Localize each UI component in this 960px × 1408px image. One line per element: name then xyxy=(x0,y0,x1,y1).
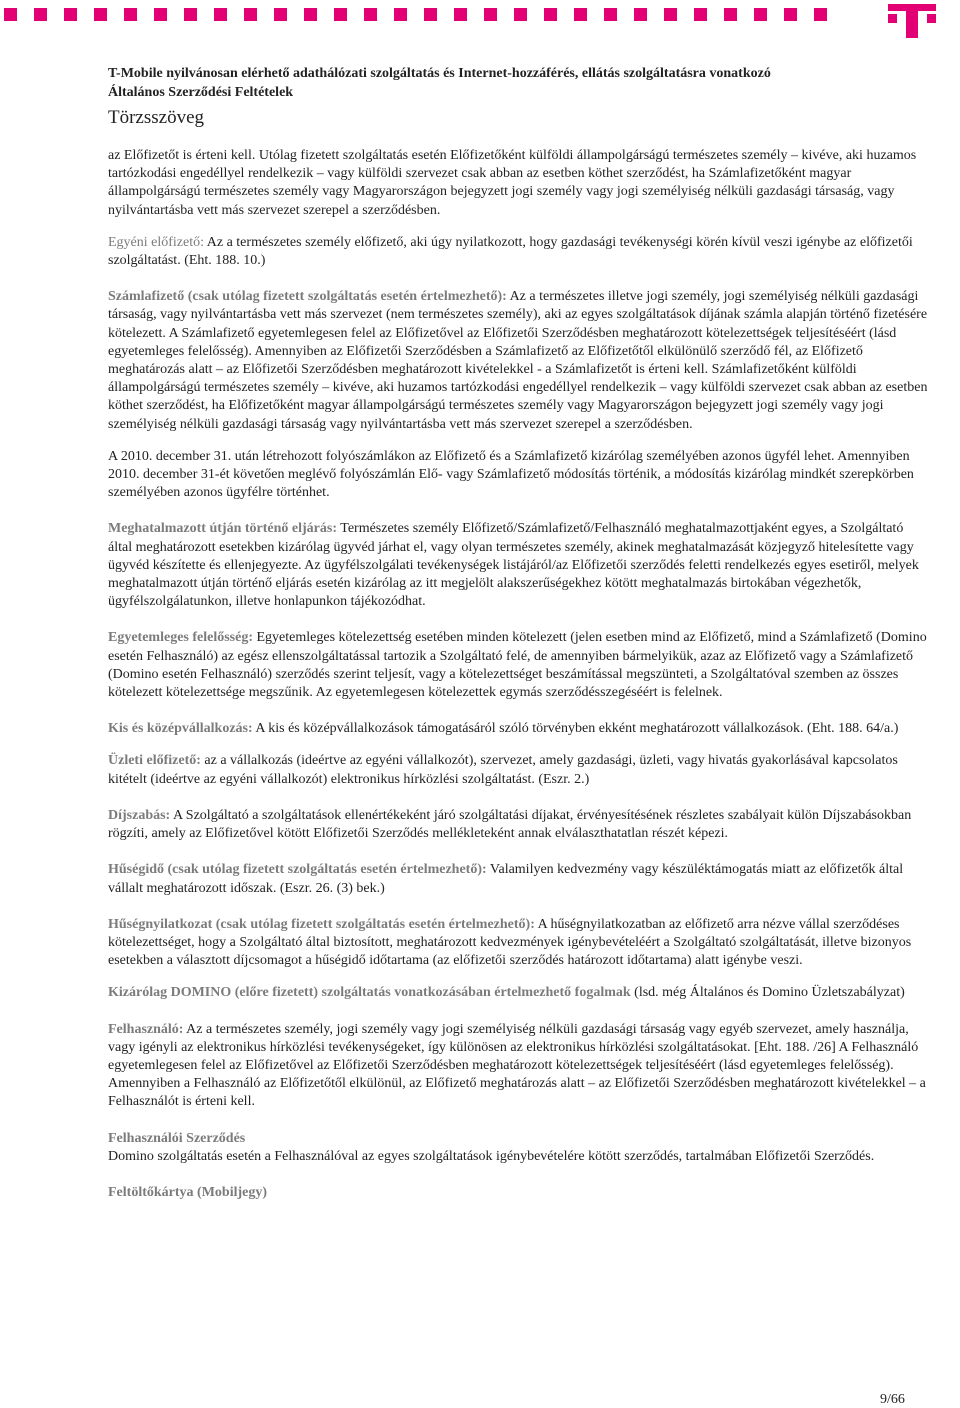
brand-square xyxy=(784,8,797,21)
brand-square xyxy=(4,8,17,21)
document-body xyxy=(108,147,930,1220)
brand-square xyxy=(154,8,167,21)
term-label: Hűségidő (csak utólag fizetett szolgáltatás esetén értelmezhető): xyxy=(108,862,487,878)
heading-domino-fogalmak xyxy=(108,984,930,1002)
definition-text: A Szolgáltató a szolgáltatások ellenértékeként járó szolgáltatási díjakat, érvényesítésének részletes szabályait külön Díjszabásokban rögzíti, amely az Előfizetővel kötött Előfizetői Szerződés mellékleteként annak elválaszthatatlan részét képezi. xyxy=(108,807,912,842)
term-label: Hűségnyilatkozat (csak utólag fizetett szolgáltatás esetén értelmezhető): xyxy=(108,916,535,932)
term-label: Felhasználói Szerződés xyxy=(108,1130,246,1146)
definition-husegido xyxy=(108,861,930,897)
brand-square xyxy=(754,8,767,21)
definition-text: Egyetemleges kötelezettség esetében minden kötelezett (jelen esetben mind az Előfizető, mind a Számlafizető (Domino esetén Felhasználó) az egész ellenszolgáltatással tartozik a Szolgáltató felé, de amennyiben bármelyikük, azaz az Előfizető vagy a Számlafizető (Domino esetén Felhasználó) szerződés szerint teljesít, vagy a kötelezettséget beszámítással megszünteti, a Szolgáltatóval szemben az összes kötelezett kötelezettsége megszűnik. Az egyetemlegesen kötelezettek egymás szerződésszegéséért is felelnek. xyxy=(108,630,927,701)
definition-szamlafizeto xyxy=(108,288,930,434)
brand-square xyxy=(64,8,77,21)
heading-feltoltokartya xyxy=(108,1184,930,1202)
document-type: Törzsszöveg xyxy=(108,107,205,128)
definition-text: Az a természetes személy előfizető, aki úgy nyilatkozott, hogy gazdasági tevékenységi körén kívül veszi igénybe az előfizetői szolgáltatást. (Eht. 188. 10.) xyxy=(108,234,913,269)
term-label: Üzleti előfizető: xyxy=(108,753,201,769)
brand-square xyxy=(694,8,707,21)
definition-husegnyilatkozat xyxy=(108,916,930,971)
brand-square xyxy=(544,8,557,21)
term-label: Egyéni előfizető: xyxy=(108,234,205,250)
definition-felhasznaloi-szerzodes xyxy=(108,1130,930,1166)
brand-square xyxy=(634,8,647,21)
brand-square xyxy=(814,8,827,21)
definition-text: Természetes személy Előfizető/Számlafizető/Felhasználó meghatalmazottjaként egyes, a Szolgáltató által meghatározott esetekben kizárólag ügyvéd járhat el, vagy olyan természetes személy, akinek meghatalmazását közjegyző hitelesítette vagy ügyvéd készítette és ellenjegyezte. Az ügyfélszolgálati tevékenységek listájáról/az Előfizetői szerződés feletti rendelkezés egyes esetiről, melyek meghatalmazott útján történő eljárás esetén kizárólag az itt megjelölt alakszerűségekhez kötött meghatalmazás birtokában végezhetők, ügyfélszolgálatunkon, illetve honlapunkon tájékozódhat. xyxy=(108,521,919,610)
definition-felhasznalo xyxy=(108,1021,930,1112)
brand-square xyxy=(514,8,527,21)
header-title-line1: T-Mobile nyilvánosan elérhető adathálózati szolgáltatás és Internet-hozzáférés, ellátás szolgáltatásra vonatkozó xyxy=(108,66,771,81)
definition-egyetemleges-felelosseg xyxy=(108,629,930,702)
brand-square xyxy=(214,8,227,21)
brand-square xyxy=(274,8,287,21)
term-label: Díjszabás: xyxy=(108,807,171,823)
brand-square xyxy=(184,8,197,21)
term-label: Kis és középvállalkozás: xyxy=(108,721,253,737)
brand-square xyxy=(724,8,737,21)
brand-square xyxy=(34,8,47,21)
brand-square xyxy=(424,8,437,21)
document-header xyxy=(108,64,928,131)
definition-text: az a vállalkozás (ideértve az egyéni vállalkozót), szervezet, amely gazdasági, üzleti, vagy hivatás gyakorlásával kapcsolatos kitételt (ideértve az egyéni vállalkozót) elektronikus hírközlési szolgáltatást. (Eszr. 2.) xyxy=(108,753,898,787)
brand-square xyxy=(244,8,257,21)
brand-square xyxy=(364,8,377,21)
brand-bar xyxy=(0,0,960,40)
brand-square xyxy=(604,8,617,21)
definition-kkv xyxy=(108,720,930,738)
brand-square xyxy=(304,8,317,21)
definition-text: Az a természetes illetve jogi személy, jogi személyiség nélküli gazdasági társaság, vagy nyilvántartásba vett más szervezet (nem természetes személy), aki az egyes szolgáltatások díjának számla alapján történő fizetésére kötelezett. A Számlafizető egyetemlegesen felel az Előfizetővel az Előfizetői Szerződésben meghatározott kötelezettségek teljesítéséért (lásd egyetemleges felelősség). Amennyiben az Előfizetői Szerződésben a Számlafizető az Előfizetőtől elkülönülő szerződő fél, az Előfizető meghatározás alatt – az Előfizetői Szerződésben meghatározott kivételekkel - a Számlafizetőt is érteni kell. Számlafizetőként külföldi állampolgárságú természetes személy – kivéve, aki huzamos tartózkodási engedéllyel rendelkezik – vagy külföldi szervezet csak abban az esetben köthet szerződést, ha Előfizetőként magyar állampolgárságú természetes személy vagy Magyarországon bejegyzett jogi személy vagy jogi személyiség nélküli gazdasági társaság vagy nyilvántartásba vett más szervezet szerepel a szerződésben. xyxy=(108,289,928,432)
definition-uzleti-elofizeto xyxy=(108,752,930,788)
definition-meghatalmazott xyxy=(108,520,930,611)
brand-square xyxy=(484,8,497,21)
definition-text: Az a természetes személy, jogi személy vagy jogi személyiség nélküli gazdasági társaság vagy egyéb szervezet, amely használja, vagy igényli az elektronikus hírközlési tevékenységeket, így különösen az elektronikus hírközlési szolgáltatásokat. [Eht. 188. /26] A Felhasználó egyetemlegesen felel az Előfizetővel az Előfizetői Szerződésben meghatározott kötelezettségek teljesítéséért (lásd egyetemleges felelősség). Amennyiben a Felhasználó az Előfizetőtől elkülönül, az Előfizető meghatározás alatt – az Előfizetői Szerződésben meghatározott kivételekkel – a Felhasználót is érteni kell. xyxy=(108,1021,926,1110)
term-label: Felhasználó: xyxy=(108,1021,184,1037)
definition-text: A kis és középvállalkozások támogatásáról szóló törvényben ekként meghatározott vállalkozások. (Eht. 188. 64/a.) xyxy=(252,721,899,737)
definition-text: (lsd. még Általános és Domino Üzletszabályzat) xyxy=(630,985,905,1001)
header-title-line2: Általános Szerződési Feltételek xyxy=(108,85,294,100)
term-label: Meghatalmazott útján történő eljárás: xyxy=(108,521,337,537)
term-label: Egyetemleges felelősség: xyxy=(108,630,253,646)
brand-square xyxy=(124,8,137,21)
brand-square xyxy=(454,8,467,21)
brand-square xyxy=(94,8,107,21)
definition-text: A hűségnyilatkozatban az előfizető arra nézve vállal szerződéses kötelezettséget, hogy a Szolgáltató által biztosított, meghatározott kedvezmények igénybevételéért a Szolgáltató szolgáltatását, illetve bizonyos esetekben a választott díjcsomagot a hűségidő időtartama (az előfizetői szerződés határozott időtartama) alatt igénybe veszi. xyxy=(108,916,912,969)
brand-square xyxy=(664,8,677,21)
term-label: Számlafizető (csak utólag fizetett szolgáltatás esetén értelmezhető): xyxy=(108,289,507,305)
term-label: Kizárólag DOMINO (előre fizetett) szolgáltatás vonatkozásában értelmezhető fogalmak xyxy=(108,985,631,1001)
definition-text: Domino szolgáltatás esetén a Felhasználóval az egyes szolgáltatások igénybevételére kötött szerződés, tartalmában Előfizetői Szerződés. xyxy=(108,1148,875,1164)
t-mobile-logo-icon xyxy=(884,0,940,40)
definition-text: Valamilyen kedvezmény vagy készüléktámogatás miatt az előfizetők által vállalt meghatározott időszak. (Eszr. 26. (3) bek.) xyxy=(108,862,904,896)
term-label: Feltöltőkártya (Mobiljegy) xyxy=(108,1184,268,1200)
brand-square xyxy=(394,8,407,21)
page-number: 9/66 xyxy=(880,1392,905,1407)
intro-paragraph: az Előfizetőt is érteni kell. Utólag fizetett szolgáltatás esetén Előfizetőként külföldi állampolgárságú természetes személy – kivéve, aki huzamos tartózkodási engedéllyel rendelkezik – vagy külföldi szervezet csak abban az esetben köthet szerződést, ha Számlafizetőként magyar állampolgárságú természetes személy vagy Magyarországon bejegyzett jogi személy vagy jogi személyiség nélküli gazdasági társaság, vagy nyilvántartásba vett más szervezet szerepel a szerződésben. xyxy=(108,148,917,218)
definition-egyeni-elofizeto xyxy=(108,234,930,270)
definition-dijszabas xyxy=(108,807,930,843)
brand-square xyxy=(334,8,347,21)
paragraph-2010-december: A 2010. december 31. után létrehozott folyószámlákon az Előfizető és a Számlafizető kizárólag személyében azonos ügyfél lehet. Amennyiben 2010. december 31-ét követően meglévő folyószámlán Elő- vagy Számlafizető módosítás történik, a módosítás kizárólag mindkét szerepkörben személyében azonos ügyfélre történhet. xyxy=(108,448,914,501)
brand-square xyxy=(574,8,587,21)
